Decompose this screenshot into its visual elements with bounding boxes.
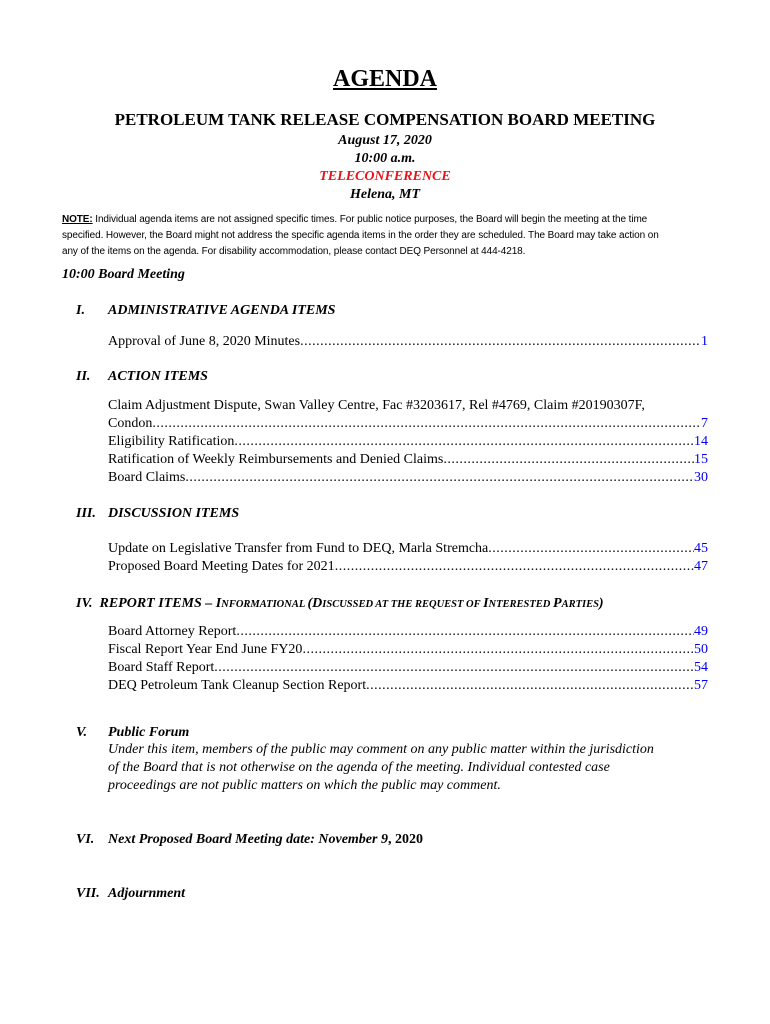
- dot-leader: [302, 641, 694, 659]
- section-3-number: III.: [76, 506, 96, 521]
- meeting-format: TELECONFERENCE: [319, 169, 451, 184]
- dot-leader: [443, 451, 694, 469]
- toc-row[interactable]: [108, 469, 708, 487]
- forum-desc-line: Under this item, members of the public may comment on any public matter within the jurisdiction: [108, 742, 654, 757]
- smallcaps-initial: (D: [307, 596, 323, 611]
- page-link[interactable]: 57: [694, 678, 708, 693]
- toc-item-text: Approval of June 8, 2020 Minutes: [108, 334, 301, 349]
- dot-leader: [488, 540, 694, 558]
- page-link[interactable]: 7: [701, 416, 708, 431]
- toc-row[interactable]: [108, 677, 708, 695]
- page-link[interactable]: 47: [694, 559, 708, 574]
- next-meeting-year: , 2020: [387, 832, 423, 847]
- page-link[interactable]: 14: [694, 434, 708, 449]
- board-meeting-heading: 10:00 Board Meeting: [62, 267, 185, 282]
- toc-row[interactable]: [108, 433, 708, 451]
- toc-row[interactable]: [108, 333, 708, 351]
- toc-row[interactable]: [108, 415, 708, 433]
- section-2-number: II.: [76, 369, 91, 384]
- section-6-title: [108, 831, 423, 849]
- section-6-number: VI.: [76, 832, 95, 847]
- section-5-title: Public Forum: [108, 725, 190, 740]
- forum-desc-line: proceedings are not public matters on which the public may comment.: [108, 778, 501, 793]
- dot-leader: [185, 469, 694, 487]
- page-link[interactable]: 49: [694, 624, 708, 639]
- meeting-time: 10:00 a.m.: [354, 151, 416, 166]
- note-line-1: Individual agenda items are not assigned specific times. For public notice purposes, the Board will begin the meeting at the time: [92, 214, 648, 225]
- section-7-number: VII.: [76, 886, 100, 901]
- toc-item-text: Condon: [108, 416, 153, 431]
- dot-leader: [366, 677, 694, 695]
- next-meeting-label: Next Proposed Board Meeting date: November 9: [108, 832, 388, 847]
- toc-item-text: Ratification of Weekly Reimbursements and Denied Claims: [108, 452, 444, 467]
- page-link[interactable]: 30: [694, 470, 708, 485]
- forum-desc-line: of the Board that is not otherwise on the agenda of the meeting. Individual contested case: [108, 760, 610, 775]
- notice-paragraph: [62, 212, 702, 260]
- toc-item-text: Update on Legislative Transfer from Fund to DEQ, Marla Stremcha: [108, 541, 489, 556]
- toc-row[interactable]: [108, 558, 708, 576]
- smallcaps-rest: NFORMATIONAL: [221, 599, 308, 610]
- page-link[interactable]: 15: [694, 452, 708, 467]
- page-link[interactable]: 1: [701, 334, 708, 349]
- toc-item-text: Proposed Board Meeting Dates for 2021: [108, 559, 335, 574]
- meeting-location: Helena, MT: [350, 187, 420, 202]
- smallcaps-initial: I: [483, 596, 489, 611]
- note-label: NOTE:: [62, 214, 93, 225]
- page-link[interactable]: 54: [694, 660, 708, 675]
- toc-row[interactable]: [108, 540, 708, 558]
- meeting-date: August 17, 2020: [338, 133, 432, 148]
- section-4-number: IV.: [76, 596, 93, 611]
- page-link[interactable]: 50: [694, 642, 708, 657]
- smallcaps-initial: I: [215, 596, 222, 611]
- toc-item-text: DEQ Petroleum Tank Cleanup Section Report: [108, 678, 367, 693]
- note-line-3: any of the items on the agenda. For disability accommodation, please contact DEQ Personnel at 444-4218.: [62, 246, 526, 257]
- toc-row[interactable]: [108, 451, 708, 469]
- smallcaps-initial: P: [553, 596, 562, 611]
- section-1-number: I.: [76, 303, 85, 318]
- section-4-heading: [76, 595, 604, 614]
- section-3-title: DISCUSSION ITEMS: [108, 506, 240, 521]
- public-forum-description: [108, 741, 708, 795]
- toc-item-text: Claim Adjustment Dispute, Swan Valley Centre, Fac #3203617, Rel #4769, Claim #20190307F,: [108, 398, 645, 413]
- dot-leader: [236, 623, 694, 641]
- toc-item-text: Board Claims: [108, 470, 186, 485]
- toc-row[interactable]: [108, 641, 708, 659]
- dot-leader: [335, 558, 694, 576]
- section-5-number: V.: [76, 725, 88, 740]
- dot-leader: [300, 333, 701, 351]
- toc-row[interactable]: [108, 659, 708, 677]
- toc-item-text: Board Staff Report: [108, 660, 215, 675]
- smallcaps-rest: ISCUSSED AT THE REQUEST OF: [322, 599, 484, 610]
- dot-leader: [152, 415, 701, 433]
- smallcaps-rest: NTERESTED: [488, 599, 553, 610]
- smallcaps-rest: ARTIES: [561, 599, 599, 610]
- toc-item-text: Board Attorney Report: [108, 624, 237, 639]
- toc-row[interactable]: [108, 623, 708, 641]
- section-4-title: REPORT ITEMS –: [99, 596, 216, 611]
- meeting-title: PETROLEUM TANK RELEASE COMPENSATION BOARD MEETING: [114, 110, 656, 129]
- dot-leader: [234, 433, 694, 451]
- section-2-title: ACTION ITEMS: [108, 369, 208, 384]
- note-line-2: specified. However, the Board might not address the specific agenda items in the order they are scheduled. The Board may take action on: [62, 230, 659, 241]
- section-7-title: Adjournment: [108, 886, 186, 901]
- toc-item-text: Eligibility Ratification: [108, 434, 235, 449]
- section-1-title: ADMINISTRATIVE AGENDA ITEMS: [108, 303, 336, 318]
- smallcaps-initial: ): [598, 596, 604, 611]
- toc-item-text: Fiscal Report Year End June FY20: [108, 642, 303, 657]
- dot-leader: [214, 659, 694, 677]
- page-title: AGENDA: [332, 66, 437, 92]
- page-link[interactable]: 45: [694, 541, 708, 556]
